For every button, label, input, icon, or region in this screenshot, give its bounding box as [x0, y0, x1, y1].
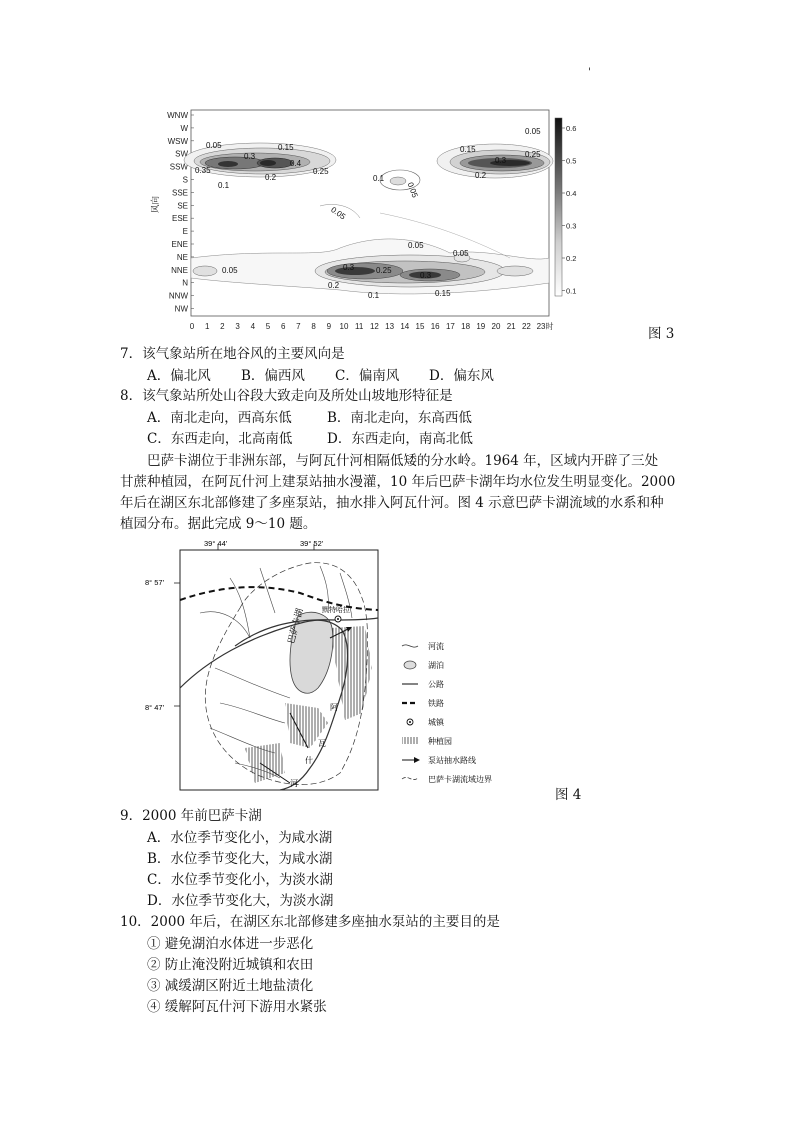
hour-label: 5: [265, 322, 271, 331]
legend-road: 公路: [428, 680, 444, 689]
q9-option-c[interactable]: C．水位季节变化小，为淡水湖: [147, 872, 333, 888]
q10-item-4: ④ 缓解阿瓦什河下游用水紧张: [147, 999, 327, 1015]
svg-text:河: 河: [290, 779, 298, 788]
hour-label: 8: [311, 322, 316, 331]
hour-label: 2: [220, 322, 225, 331]
lake-label: 巴萨卡湖: [285, 607, 305, 645]
q9-option-b[interactable]: B．水位季节变化大，为咸水湖: [147, 851, 333, 867]
contour-label: 0.05: [222, 266, 238, 275]
q10-item-3: ③ 减缓湖区附近土地盐渍化: [147, 978, 314, 994]
hour-label: 19: [476, 322, 486, 331]
direction-label: S: [182, 175, 188, 185]
hour-label: 6: [280, 322, 286, 331]
contour-label: 0.05: [405, 181, 420, 199]
direction-label: ENE: [171, 240, 188, 249]
direction-label: NE: [176, 252, 188, 262]
contour-label: 0.05: [329, 205, 348, 222]
hour-label: 0: [189, 322, 195, 331]
q8-option-c[interactable]: C．东西走向，北高南低: [147, 431, 293, 447]
colorbar-tick-label: 0.6: [566, 124, 577, 133]
direction-label: WNW: [167, 111, 188, 120]
direction-label: NW: [174, 304, 188, 314]
hour-label: 3: [235, 322, 240, 331]
direction-label: SE: [177, 201, 188, 211]
figure-3-label: 图 3: [648, 326, 675, 342]
legend-town: 城镇: [428, 718, 444, 727]
hour-label: 23时: [536, 322, 554, 331]
hour-label: 22: [521, 322, 531, 331]
hour-label: 4: [250, 322, 256, 331]
contour-label: 0.2: [475, 171, 487, 180]
contour-label: 0.3: [244, 152, 256, 161]
legend-river-symbol: [402, 645, 418, 647]
q7-option-b[interactable]: B．偏西风: [241, 368, 305, 384]
contour-label: 0.15: [278, 143, 294, 152]
q9-option-d[interactable]: D．水位季节变化大，为淡水湖: [147, 893, 334, 909]
passage-line-4: 植园分布。据此完成 9～10 题。: [120, 516, 317, 532]
q8-option-d[interactable]: D．东西走向，南高北低: [327, 431, 473, 447]
lat-label-1: 8° 57': [145, 578, 165, 587]
legend-river: 河流: [428, 642, 444, 651]
contour-label: 0.3: [420, 271, 432, 280]
contour-label: 0.1: [368, 291, 380, 300]
contour-label: 0.2: [265, 173, 277, 182]
passage-line-1: 巴萨卡湖位于非洲东部，与阿瓦什河相隔低矮的分水岭。1964 年，区域内开辟了三处: [147, 453, 659, 469]
legend-lake-symbol: [404, 661, 416, 669]
hour-label: 17: [445, 322, 455, 331]
direction-label: N: [182, 278, 188, 288]
hour-label: 11: [355, 322, 364, 331]
colorbar-tick-label: 0.2: [566, 254, 577, 263]
hour-label: 7: [296, 322, 301, 331]
contour-band-nne: [191, 239, 549, 294]
colorbar-tick-label: 0.1: [566, 286, 577, 296]
contour-label: 0.25: [313, 167, 329, 176]
y-axis-title: 风向: [150, 195, 160, 213]
legend-boundary: 巴萨卡湖流域边界: [428, 775, 492, 784]
direction-label: NNE: [171, 265, 188, 275]
contour-label: 0.05: [206, 141, 222, 150]
contour-label: 0.05: [525, 127, 541, 136]
direction-tick-labels: [167, 111, 194, 314]
q9-option-a[interactable]: A．水位季节变化小，为咸水湖: [147, 830, 333, 846]
question-10-stem: 10．2000 年后，在湖区东北部修建多座抽水泵站的主要目的是: [120, 914, 500, 930]
q10-item-2: ② 防止淹没附近城镇和农田: [147, 957, 314, 973]
colorbar-tick-label: 0.3: [566, 221, 577, 231]
legend-pump-route: 泵站抽水路线: [428, 756, 476, 765]
hour-label: 12: [369, 322, 379, 331]
contour-label: 0.1: [373, 174, 385, 183]
page-mark: ': [588, 67, 591, 78]
colorbar: [555, 118, 562, 296]
q10-item-1: ① 避免湖泊水体进一步恶化: [147, 936, 314, 952]
contour-label: 0.05: [408, 241, 424, 250]
lat-label-2: 8° 47': [145, 703, 165, 712]
hour-label: 16: [430, 322, 440, 331]
svg-text:什: 什: [305, 756, 313, 765]
lon-label-1: 39° 44': [204, 539, 228, 548]
hour-label: 9: [326, 322, 332, 331]
contour-label: 0.15: [435, 289, 451, 298]
contour-label: 0.35: [195, 166, 211, 175]
lon-label-2: 39° 52': [300, 539, 324, 548]
q7-option-a[interactable]: A．偏北风: [147, 368, 211, 384]
contour-label: 0.15: [460, 145, 476, 154]
colorbar-tick-labels: [562, 124, 576, 296]
svg-text:瓦: 瓦: [318, 739, 326, 748]
passage-line-3: 年后在湖区东北部修建了多座泵站，抽水排入阿瓦什河。图 4 示意巴萨卡湖流域的水系和种: [120, 495, 664, 511]
hour-label: 21: [506, 322, 516, 331]
figure-4-label: 图 4: [555, 787, 582, 803]
contour-label: 0.3: [343, 263, 355, 272]
contour-label: 0.2: [328, 281, 340, 290]
legend-plantation-symbol: [402, 737, 418, 744]
direction-label: ESE: [171, 214, 188, 224]
question-8-options-row-1: [147, 408, 472, 429]
legend-lake: 湖泊: [428, 661, 444, 670]
hour-label: 10: [339, 322, 349, 331]
direction-label: NNW: [168, 291, 188, 301]
question-7-options: [147, 366, 494, 387]
q7-option-d[interactable]: D．偏东风: [429, 368, 494, 384]
map-legend: [402, 641, 492, 784]
legend-pump-route-symbol: [414, 757, 420, 763]
svg-text:阿: 阿: [330, 703, 338, 712]
hour-label: 15: [415, 322, 425, 331]
hour-tick-labels: [190, 321, 554, 331]
figure-3-contour-chart: [150, 108, 590, 336]
direction-label: W: [180, 123, 188, 133]
legend-boundary-symbol: [402, 777, 418, 779]
colorbar-tick-label: 0.4: [566, 189, 577, 198]
contour-label: 0.3: [495, 156, 507, 165]
hour-label: 14: [400, 322, 410, 331]
direction-label: WSW: [167, 136, 188, 146]
question-9-stem: 9．2000 年前巴萨卡湖: [120, 808, 262, 824]
hour-label: 20: [491, 322, 501, 331]
figure-4-map: [140, 538, 560, 798]
passage-line-2: 甘蔗种植园，在阿瓦什河上建泵站抽水漫灌，10 年后巴萨卡湖年均水位发生明显变化。2000: [120, 474, 676, 490]
q8-option-a[interactable]: A．南北走向，西高东低: [147, 410, 292, 426]
question-7-stem: 7．该气象站所在地谷风的主要风向是: [120, 346, 345, 362]
legend-railway: 铁路: [428, 699, 444, 708]
direction-label: SW: [175, 149, 188, 159]
legend-plantation: 种植园: [428, 737, 452, 746]
direction-label: E: [182, 227, 188, 237]
hour-label: 13: [385, 322, 395, 331]
contour-label: 0.25: [376, 266, 392, 275]
contour-label: 0.1: [218, 181, 230, 190]
contour-label: 0.05: [453, 249, 469, 258]
contour-label: 0.25: [525, 150, 541, 159]
contour-label: 0.4: [290, 159, 302, 168]
direction-label: SSE: [171, 188, 188, 198]
q8-option-b[interactable]: B．南北走向，东高西低: [327, 410, 472, 426]
question-8-stem: 8．该气象站所处山谷段大致走向及所处山坡地形特征是: [120, 388, 453, 404]
q7-option-c[interactable]: C．偏南风: [335, 368, 400, 384]
town-label: 默特哈拉: [322, 607, 350, 614]
direction-label: SSW: [169, 162, 188, 172]
colorbar-tick-label: 0.5: [566, 156, 577, 166]
hour-label: 1: [204, 322, 210, 331]
hour-label: 18: [461, 322, 471, 331]
question-8-options-row-2: [147, 429, 473, 450]
